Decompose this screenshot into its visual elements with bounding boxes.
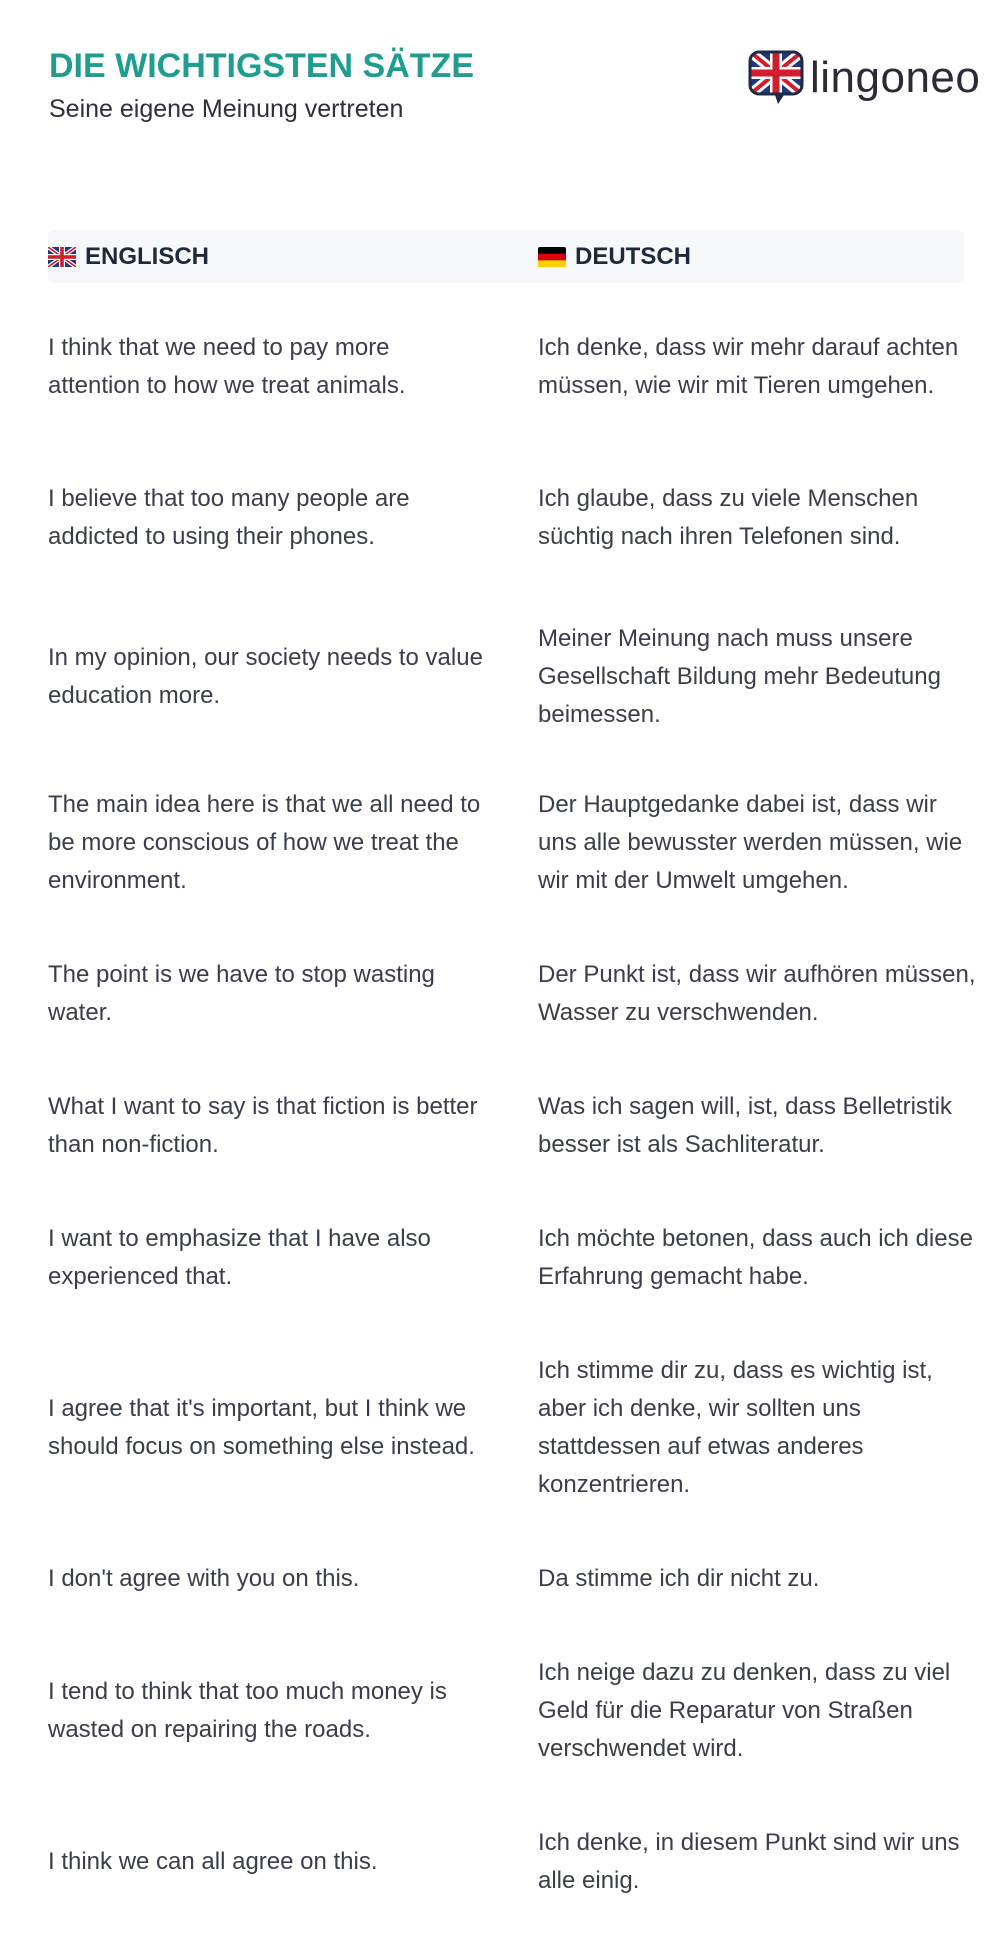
column-header-english <box>48 230 209 283</box>
table-row <box>48 1824 964 1900</box>
german-phrase: Ich möchte betonen, dass auch ich diese Erfahrung gemacht habe. <box>538 1225 973 1290</box>
page-subtitle: Seine eigene Meinung vertreten <box>49 95 404 123</box>
german-phrase: Was ich sagen will, ist, dass Belletristik besser ist als Sachliteratur. <box>538 1093 952 1158</box>
german-phrase: Ich denke, dass wir mehr darauf achten müssen, wie wir mit Tieren umgehen. <box>538 334 959 399</box>
english-phrase: I don't agree with you on this. <box>48 1565 360 1592</box>
german-phrase: Der Hauptgedanke dabei ist, dass wir uns alle bewusster werden müssen, wie wir mit der Umwelt umgehen. <box>538 791 963 894</box>
logo-wordmark: lingoneo <box>810 53 981 102</box>
column-header-german-label: DEUTSCH <box>575 242 692 270</box>
table-row <box>48 480 964 556</box>
english-phrase: I think we can all agree on this. <box>48 1848 378 1875</box>
lingoneo-logo[interactable] <box>748 50 980 106</box>
page-title: DIE WICHTIGSTEN SÄTZE <box>49 47 474 85</box>
english-phrase: I believe that too many people are addicted to using their phones. <box>48 485 410 550</box>
english-phrase: I want to emphasize that I have also experienced that. <box>48 1225 431 1290</box>
table-row <box>48 1654 964 1768</box>
german-phrase: Der Punkt ist, dass wir aufhören müssen, Wasser zu verschwenden. <box>538 961 976 1026</box>
german-phrase: Ich neige dazu zu denken, dass zu viel Geld für die Reparatur von Straßen verschwendet wird. <box>538 1659 951 1762</box>
german-phrase: Ich stimme dir zu, dass es wichtig ist, aber ich denke, wir sollten uns stattdessen auf etwas anderes konzentrieren. <box>538 1357 933 1498</box>
table-row <box>48 1088 964 1164</box>
table-row <box>48 1560 964 1598</box>
table-row <box>48 310 964 424</box>
table-row <box>48 1220 973 1296</box>
table-header <box>48 230 964 283</box>
english-phrase: I tend to think that too much money is wasted on repairing the roads. <box>48 1678 447 1743</box>
column-header-german <box>538 230 691 283</box>
table-row <box>48 786 964 900</box>
english-phrase: I think that we need to pay more attention to how we treat animals. <box>48 334 406 399</box>
german-phrase: Da stimme ich dir nicht zu. <box>538 1565 820 1592</box>
english-phrase: The point is we have to stop wasting water. <box>48 961 435 1026</box>
german-phrase: Ich glaube, dass zu viele Menschen süchtig nach ihren Telefonen sind. <box>538 485 919 550</box>
table-row <box>48 956 976 1032</box>
german-flag-icon <box>538 247 566 267</box>
table-row <box>48 1352 964 1504</box>
uk-flag-speech-bubble-icon <box>748 50 804 106</box>
german-phrase: Ich denke, in diesem Punkt sind wir uns alle einig. <box>538 1829 960 1894</box>
table-row <box>48 620 964 734</box>
english-phrase: I agree that it's important, but I think we should focus on something else instead. <box>48 1395 475 1460</box>
english-phrase: In my opinion, our society needs to value education more. <box>48 644 483 709</box>
german-phrase: Meiner Meinung nach muss unsere Gesellschaft Bildung mehr Bedeutung beimessen. <box>538 625 941 728</box>
uk-flag-icon <box>48 247 76 267</box>
english-phrase: What I want to say is that fiction is better than non-fiction. <box>48 1093 478 1158</box>
english-phrase: The main idea here is that we all need to be more conscious of how we treat the environment. <box>48 791 481 894</box>
column-header-english-label: ENGLISCH <box>85 242 210 270</box>
